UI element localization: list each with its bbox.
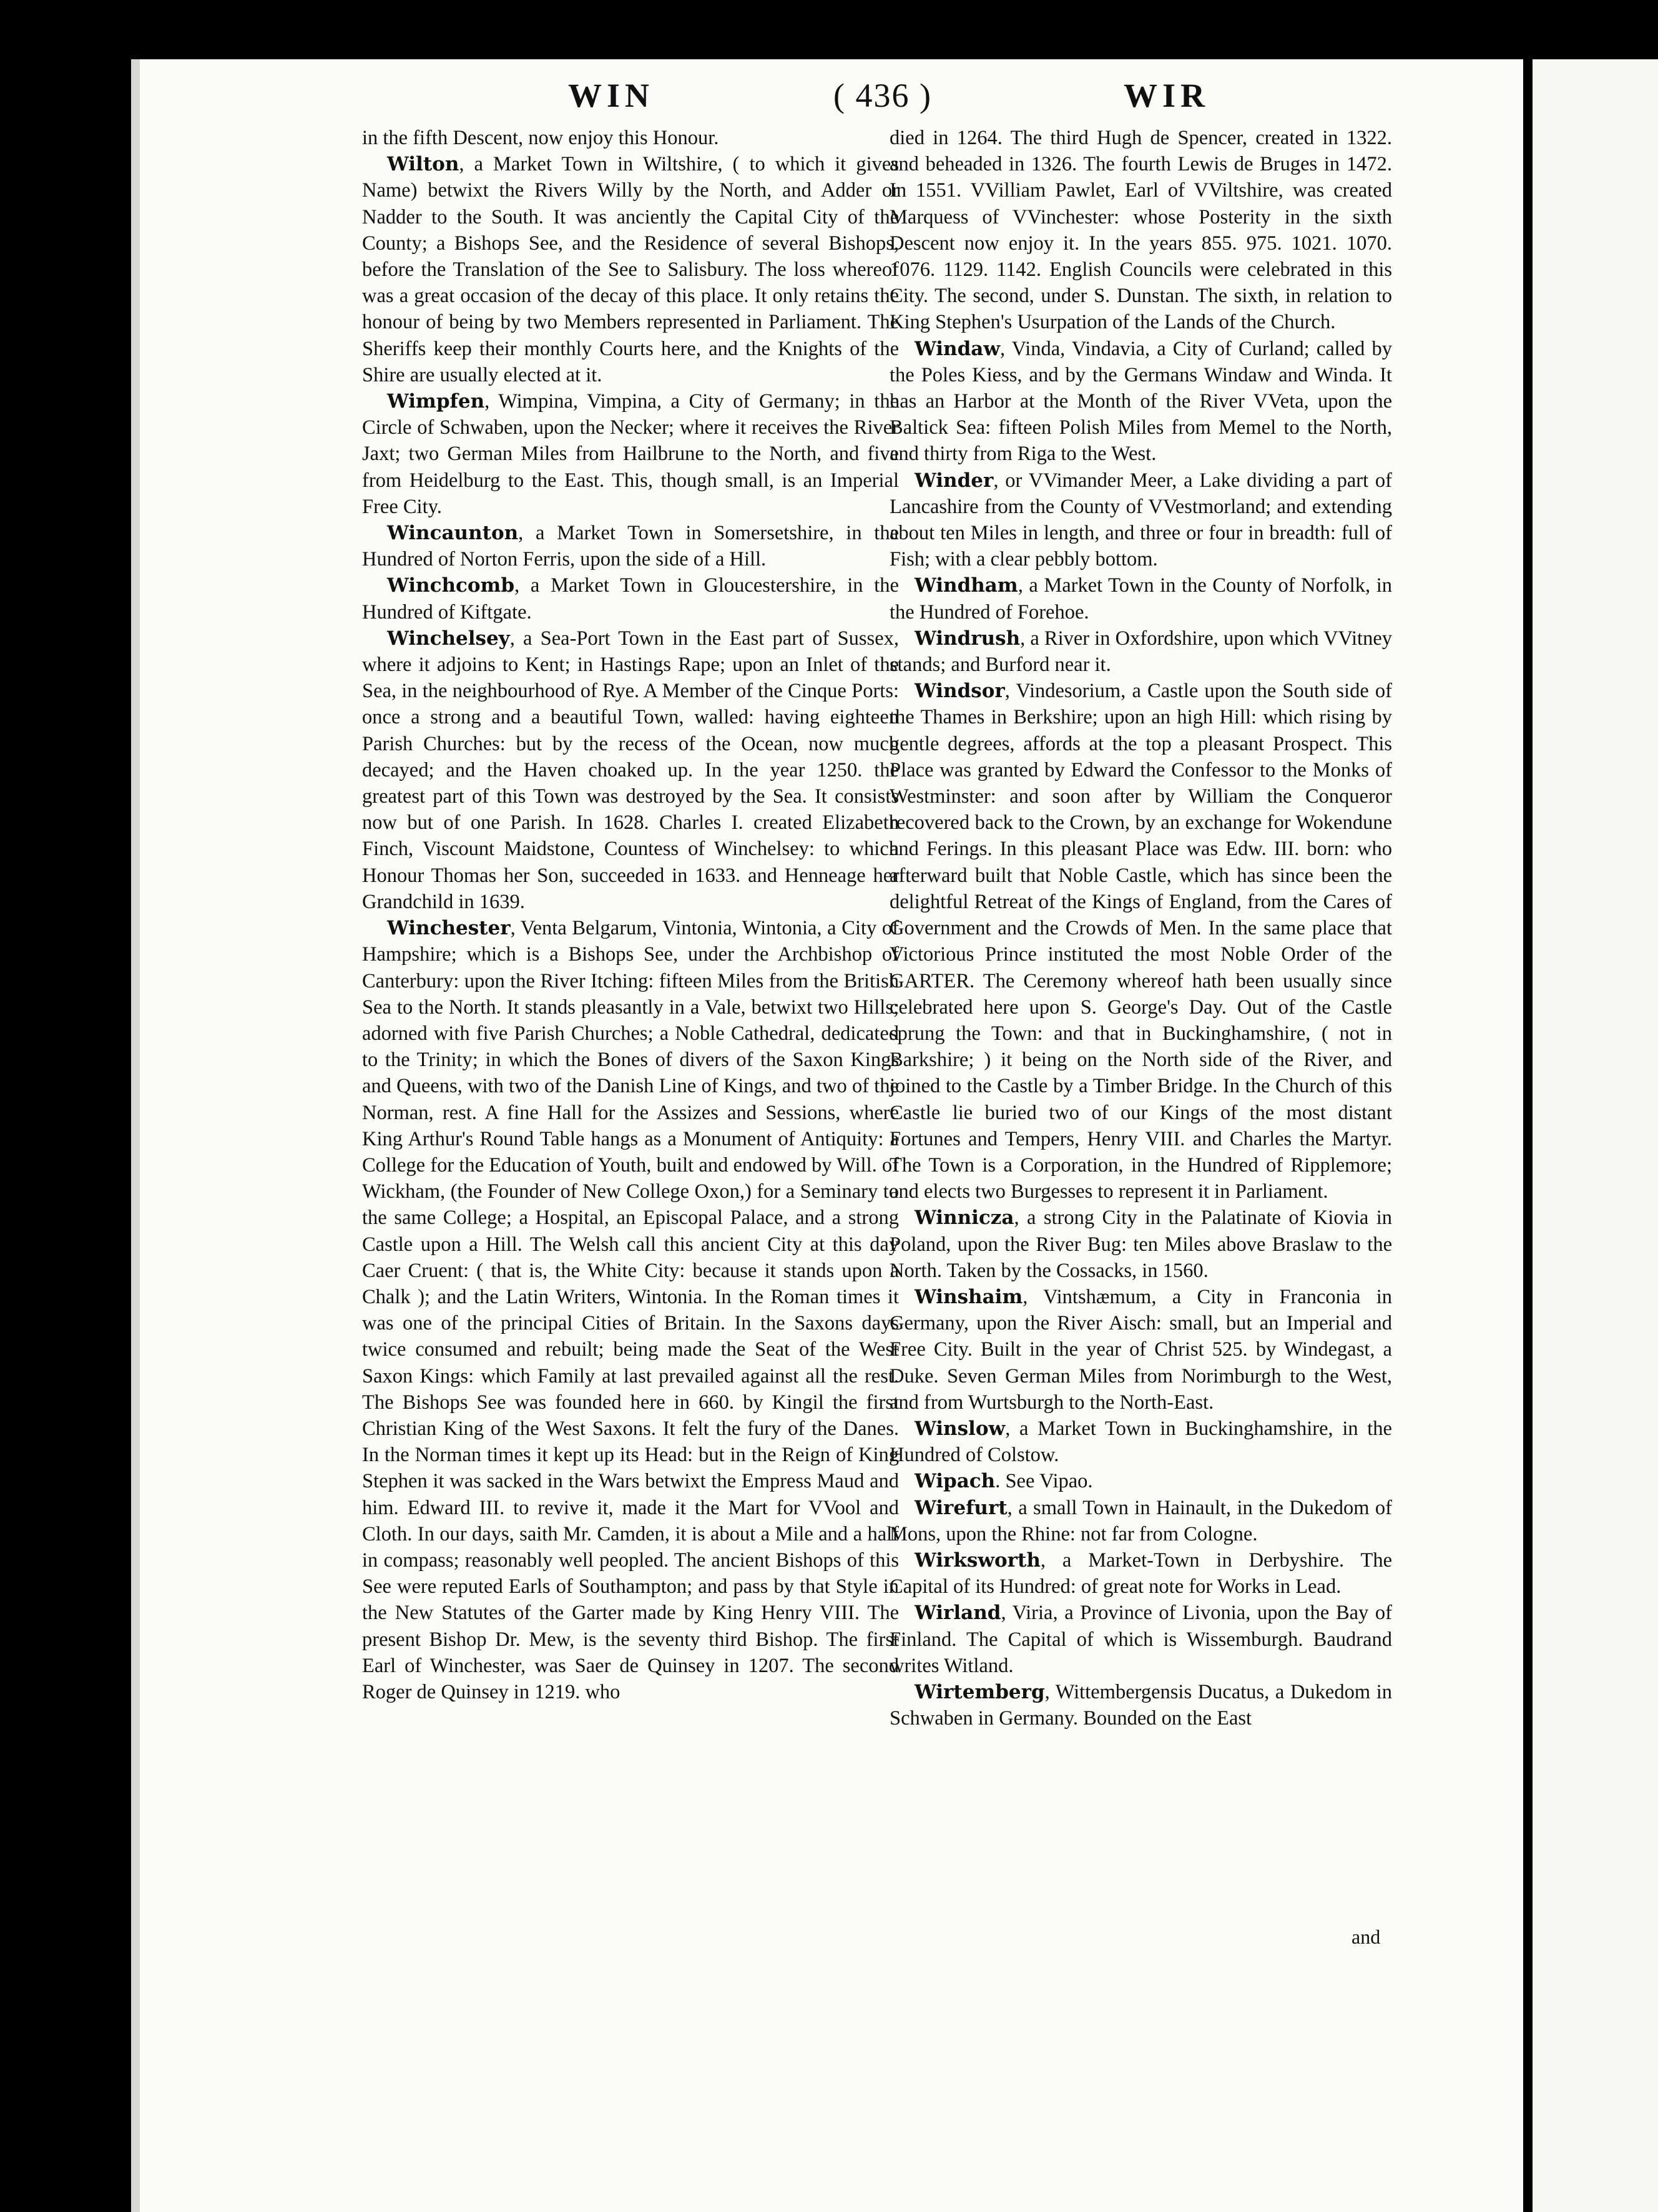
facing-page-edge: [1526, 59, 1658, 2212]
entry-wincaunton: Wincaunton, a Market Town in Somersetshire, in the Hundred of Norton Ferris, upon the side of a Hill.: [362, 522, 899, 571]
header-right-word: WIR: [1124, 77, 1210, 114]
entry-wirtemberg: Wirtemberg, Wittembergensis Ducatus, a Dukedom in Schwaben in Germany. Bounded on the East: [890, 1680, 1392, 1730]
entry-winshaim: Winshaim, Vintshæmum, a City in Franconia in Germany, upon the River Aisch: small, but an Imperial and Free City. Built in the year of Christ 525. by Windegast, a Duke. Seven German Miles from Norimburgh to the West, and from Wurtsburgh to the North-East.: [890, 1285, 1392, 1414]
entry-winder: Winder, or VVimander Meer, a Lake dividing a part of Lancashire from the County of VVestmorland; and extending about ten Miles in length, and three or four in breadth: full of Fish; with a clear pebbly bottom.: [890, 469, 1392, 571]
entry-wilton: Wilton, a Market Town in Wiltshire, ( to which it gives Name) betwixt the Rivers Willy by the North, and Adder or Nadder to the South. It was anciently the Capital City of the County; a Bishops See, and the Residence of several Bishops, before the Translation of the See to Salisbury. The loss whereof was a great occasion of the decay of this place. It only retains the honour of being by two Members represented in Parliament. The Sheriffs keep their monthly Courts here, and the Knights of the Shire are usually elected at it.: [362, 153, 899, 386]
page-gutter-shadow: [1526, 59, 1533, 2212]
entry-wirksworth: Wirksworth, a Market-Town in Derbyshire. The Capital of its Hundred: of great note for Works in Lead.: [890, 1549, 1392, 1598]
entry-winslow: Winslow, a Market Town in Buckinghamshire, in the Hundred of Colstow.: [890, 1417, 1392, 1467]
entry-wimpfen: Wimpfen, Wimpina, Vimpina, a City of Germany; in the Circle of Schwaben, upon the Necker; where it receives the River Jaxt; two German Miles from Hailbrune to the North, and five from Heidelburg to the East. This, though small, is an Imperial Free City.: [362, 390, 899, 518]
entry-continuation: in the fifth Descent, now enjoy this Honour.: [362, 127, 719, 149]
entry-winchester: Winchester, Venta Belgarum, Vintonia, Wintonia, a City of Hampshire; which is a Bishops See, under the Archbishop of Canterbury: upon the River Itching: fifteen Miles from the British Sea to the North. It stands pleasantly in a Vale, betwixt two Hills; adorned with five Parish Churches; a Noble Cathedral, dedicated to the Trinity; in which the Bones of divers of the Saxon Kings and Queens, with two of the Danish Line of Kings, and two of the Norman, rest. A fine Hall for the Assizes and Sessions, where King Arthur's Round Table hangs as a Monument of Antiquity: a College for the Education of Youth, built and endowed by Will. of Wickham, (the Founder of New College Oxon,) for a Seminary to the same College; a Hospital, an Episcopal Palace, and a strong Castle upon a Hill. The Welsh call this ancient City at this day Caer Cruent: ( that is, the White City: because it stands upon a Chalk ); and the Latin Writers, Wintonia. In the Roman times it was one of the principal Cities of Britain. In the Saxons days twice consumed and rebuilt; being made the Seat of the West Saxon Kings: which Family at last prevailed against all the rest. The Bishops See was founded here in 660. by Kingil the first Christian King of the West Saxons. It felt the fury of the Danes. In the Norman times it kept up its Head: but in the Reign of King Stephen it was sacked in the Wars betwixt the Empress Maud and him. Edward III. to revive it, made it the Mart for VVool and Cloth. In our days, saith Mr. Camden, it is about a Mile and a half in compass; reasonably well peopled. The ancient Bishops of this See were reputed Earls of Southampton; and pass by that Style in the New Statutes of the Garter made by King Henry VIII. The present Bishop Dr. Mew, is the seventy third Bishop. The first Earl of Winchester, was Saer de Quinsey in 1207. The second Roger de Quinsey in 1219. who: [362, 917, 899, 1703]
entry-windham: Windham, a Market Town in the County of Norfolk, in the Hundred of Forehoe.: [890, 574, 1392, 624]
header-left-word: WIN: [568, 77, 655, 114]
entry-windrush: Windrush, a River in Oxfordshire, upon which VVitney stands; and Burford near it.: [890, 627, 1393, 677]
entry-winnicza: Winnicza, a strong City in the Palatinate of Kiovia in Poland, upon the River Bug: ten Miles above Braslaw to the North. Taken by the Cossacks, in 1560.: [890, 1206, 1392, 1282]
right-column: [890, 125, 1392, 1731]
entry-wirland: Wirland, Viria, a Province of Livonia, upon the Bay of Finland. The Capital of which is Wissemburgh. Baudrand writes Witland.: [890, 1602, 1392, 1677]
entry-winchcomb: Winchcomb, a Market Town in Gloucestershire, in the Hundred of Kiftgate.: [362, 574, 899, 624]
entry-winchelsey: Winchelsey, a Sea-Port Town in the East part of Sussex, where it adjoins to Kent; in Hastings Rape; upon an Inlet of the Sea, in the neighbourhood of Rye. A Member of the Cinque Ports: once a strong and a beautiful Town, walled: having eighteen Parish Churches: but by the recess of the Ocean, now much decayed; and the Haven choaked up. In the year 1250. the greatest part of this Town was destroyed by the Sea. It consists now but of one Parish. In 1628. Charles I. created Elizabeth Finch, Viscount Maidstone, Countess of Winchelsey: to which Honour Thomas her Son, succeeded in 1633. and Henneage her Grandchild in 1639.: [362, 627, 899, 913]
entry-wipach: Wipach. See Vipao.: [915, 1470, 1093, 1493]
running-header: [0, 76, 1658, 132]
page-number: ( 436 ): [833, 77, 932, 114]
entry-windaw: Windaw, Vinda, Vindavia, a City of Curland; called by the Poles Kiess, and by the Germans Windaw and Winda. It has an Harbor at the Month of the River VVeta, upon the Baltick Sea: fifteen Polish Miles from Memel to the North, and thirty from Riga to the West.: [890, 337, 1392, 466]
entry-continuation: died in 1264. The third Hugh de Spencer, created in 1322. and beheaded in 1326. The fourth Lewis de Bruges in 1472. In 1551. VVilliam Pawlet, Earl of VViltshire, was created Marquess of VVinchester: whose Posterity in the sixth Descent now enjoy it. In the years 855. 975. 1021. 1070. 1076. 1129. 1142. English Councils were celebrated in this City. The second, under S. Dunstan. The sixth, in relation to King Stephen's Usurpation of the Lands of the Church.: [890, 127, 1392, 334]
catchword: and: [1351, 1926, 1381, 1948]
left-column: [362, 125, 899, 1705]
entry-windsor: Windsor, Vindesorium, a Castle upon the South side of the Thames in Berkshire; upon an high Hill: which rising by gentle degrees, affords at the top a pleasant Prospect. This Place was granted by Edward the Confessor to the Monks of Westminster: and soon after by William the Conqueror recovered back to the Crown, by an exchange for Wokendune and Ferings. In this pleasant Place was Edw. III. born: who afterward built that Noble Castle, which has since been the delightful Retreat of the Kings of England, from the Cares of Government and the Crowds of Men. In the same place that Victorious Prince instituted the most Noble Order of the GARTER. The Ceremony whereof hath been usually since celebrated here upon S. George's Day. Out of the Castle sprung the Town: and that in Buckinghamshire, ( not in Barkshire; ) it being on the North side of the River, and joined to the Castle by a Timber Bridge. In the Church of this Castle lie buried two of our Kings of the most distant Fortunes and Tempers, Henry VIII. and Charles the Martyr. The Town is a Corporation, in the Hundred of Ripplemore; and elects two Burgesses to represent it in Parliament.: [890, 680, 1392, 1203]
entry-wirefurt: Wirefurt, a small Town in Hainault, in the Dukedom of Mons, upon the Rhine: not far from Cologne.: [890, 1496, 1392, 1545]
